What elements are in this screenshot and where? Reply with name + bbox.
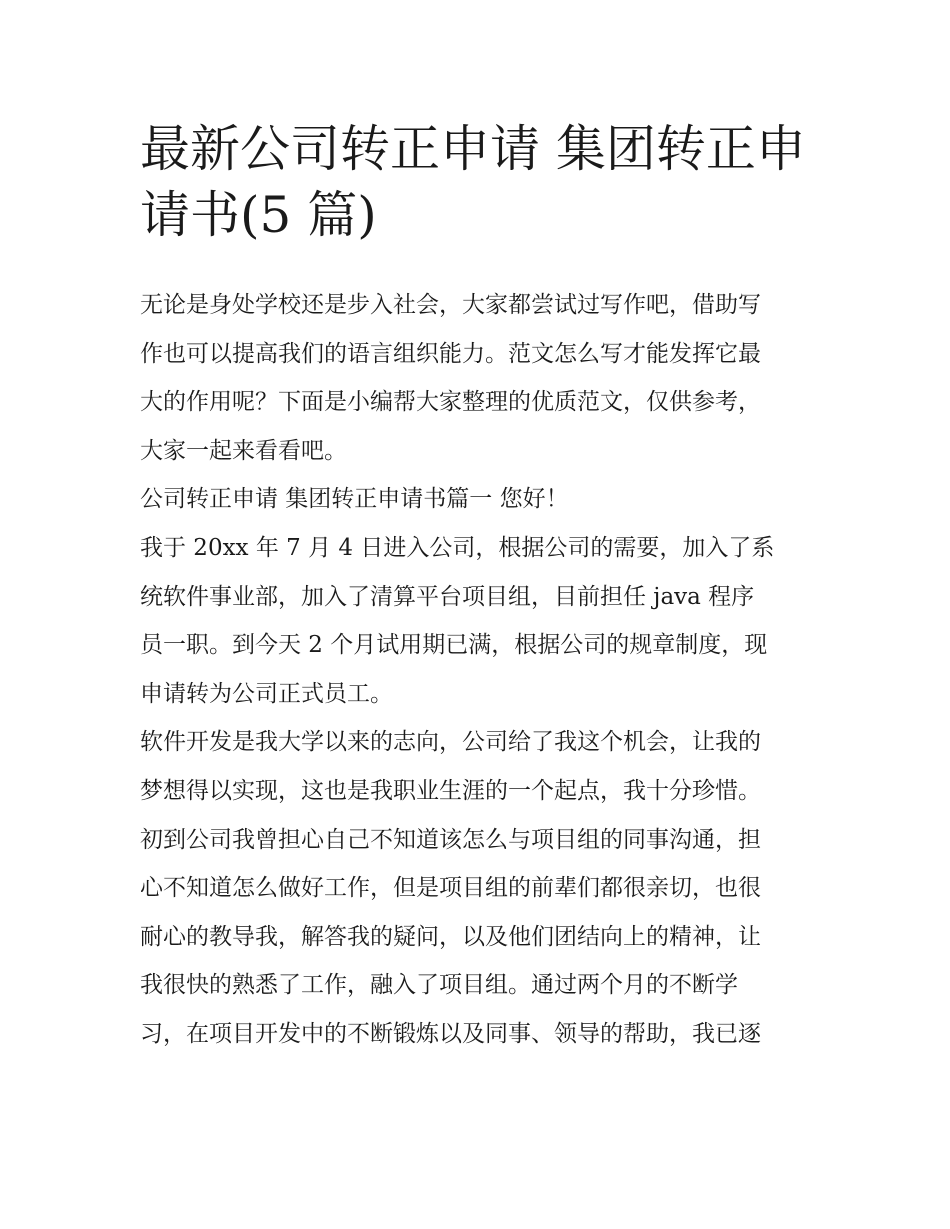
body-line: 习，在项目开发中的不断锻炼以及同事、领导的帮助，我已逐 bbox=[140, 1020, 761, 1047]
body-line: 耐心的教导我，解答我的疑问，以及他们团结向上的精神，让 bbox=[140, 923, 761, 950]
body-line: 大家一起来看看吧。 bbox=[140, 437, 347, 464]
document-body bbox=[140, 281, 820, 1059]
section-heading-line: 公司转正申请 集团转正申请书篇一 您好！ bbox=[140, 486, 569, 513]
body-line: 初到公司我曾担心自己不知道该怎么与项目组的同事沟通，担 bbox=[140, 826, 761, 853]
body-line: 软件开发是我大学以来的志向，公司给了我这个机会，让我的 bbox=[140, 729, 761, 756]
document-title bbox=[140, 116, 820, 248]
body-line: 作也可以提高我们的语言组织能力。范文怎么写才能发挥它最 bbox=[140, 340, 761, 367]
body-line: 梦想得以实现，这也是我职业生涯的一个起点，我十分珍惜。 bbox=[140, 777, 761, 804]
body-line: 统软件事业部，加入了清算平台项目组，目前担任 java 程序 bbox=[140, 583, 755, 610]
body-line: 申请转为公司正式员工。 bbox=[140, 680, 393, 707]
title-line: 请书(5 篇) bbox=[140, 186, 377, 244]
body-line: 我于 20xx 年 7 月 4 日进入公司，根据公司的需要，加入了系 bbox=[140, 534, 775, 561]
title-line: 最新公司转正申请 集团转正申 bbox=[140, 120, 806, 178]
body-line: 无论是身处学校还是步入社会，大家都尝试过写作吧，借助写 bbox=[140, 292, 761, 318]
body-line: 员一职。到今天 2 个月试用期已满，根据公司的规章制度，现 bbox=[140, 632, 768, 659]
body-line: 我很快的熟悉了工作，融入了项目组。通过两个月的不断学 bbox=[140, 972, 738, 999]
body-line: 大的作用呢？下面是小编帮大家整理的优质范文，仅供参考， bbox=[140, 389, 761, 416]
body-line: 心不知道怎么做好工作，但是项目组的前辈们都很亲切，也很 bbox=[140, 875, 761, 902]
